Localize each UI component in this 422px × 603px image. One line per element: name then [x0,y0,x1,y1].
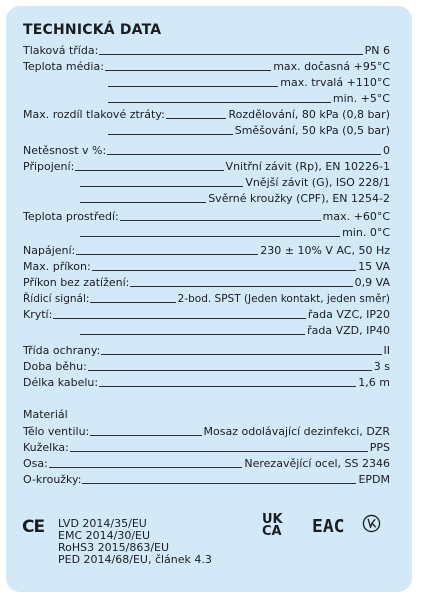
spec-row-connection-2 [80,174,390,189]
leader-line [90,302,175,303]
leader-line [88,370,372,371]
leader-line [53,318,306,319]
material-value: EPDM [358,473,390,486]
spec-value: min. +5°C [332,92,390,105]
spec-label: Příkon bez zatížení: [23,276,130,289]
material-value: Mosaz odolávající dezinfekci, DZR [203,425,390,438]
ce-mark-icon: CE [22,517,45,537]
leader-line [92,270,356,271]
spec-row-pressure [23,42,390,57]
leader-line [101,354,381,355]
spec-value: II [383,344,390,357]
spec-row-pressure-loss-2 [108,122,390,137]
leader-line [70,451,368,452]
spec-row-power-supply [23,242,390,257]
material-value: Nerezavějící ocel, SS 2346 [244,457,390,470]
leader-line [49,467,243,468]
spec-row-run-time [23,358,390,373]
leader-line [80,236,340,237]
spec-label: Délka kabelu: [23,376,99,389]
spec-row-idle-power [23,274,390,289]
ukca-top: UK [262,512,283,527]
spec-label: Třída ochrany: [23,344,101,357]
spec-value: Vnější závit (G), ISO 228/1 [245,176,390,189]
leader-line [76,254,258,255]
material-label: Kuželka: [23,441,69,454]
material-label: O-kroužky: [23,473,82,486]
circle-k-mark-icon [362,514,381,533]
spec-row-connection-3 [80,190,390,205]
spec-value: max. dočasná +95°C [273,60,390,73]
certification-list [58,518,212,566]
certification-item: EMC 2014/30/EU [58,529,151,542]
spec-label: Tlaková třída: [23,44,99,57]
ukca-bottom: CA [262,524,282,539]
spec-row-medium-temp [23,58,390,73]
spec-label: Napájení: [23,244,76,257]
spec-value: 230 ± 10% V AC, 50 Hz [260,244,390,257]
spec-value: 15 VA [358,260,390,273]
leader-line [99,386,356,387]
spec-value: PN 6 [364,44,390,57]
spec-value: řada VZD, IP40 [307,324,390,337]
material-label: Tělo ventilu: [23,425,90,438]
spec-row-protection-class [23,342,390,357]
spec-value: min. 0°C [342,226,390,239]
spec-label: Teplota prostředí: [23,210,119,223]
leader-line [99,54,362,55]
section-title: TECHNICKÁ DATA [23,22,162,38]
leader-line [80,186,243,187]
spec-row-leakage [23,142,390,157]
spec-value: max. trvalá +110°C [280,76,390,89]
material-label: Osa: [23,457,48,470]
spec-value: 1,6 m [358,376,390,389]
leader-line [107,154,381,155]
spec-row-ambient-temp-2 [80,224,390,239]
spec-label: Doba běhu: [23,360,87,373]
spec-label: Teplota média: [23,60,104,73]
material-value: PPS [369,441,390,454]
spec-value: 3 s [373,360,390,373]
spec-value: Směšování, 50 kPa (0,5 bar) [234,124,390,137]
tech-data-card [6,6,412,592]
spec-row-protection-2 [80,322,390,337]
spec-label: Krytí: [23,308,53,321]
spec-label: Připojení: [23,160,75,173]
leader-line [130,286,352,287]
leader-line [108,134,233,135]
spec-label: Max. příkon: [23,260,91,273]
ukca-mark-icon [262,514,283,538]
spec-value: 0,9 VA [354,276,390,289]
spec-value: max. +60°C [322,210,390,223]
spec-value: Vnitřní závit (Rp), EN 10226-1 [225,160,390,173]
leader-line [108,86,278,87]
leader-line [108,102,331,103]
spec-row-medium-temp-3 [108,90,390,105]
spec-row-max-power [23,258,390,273]
spec-row-protection [23,306,390,321]
material-row-stem [23,455,390,470]
material-row-body [23,423,390,438]
leader-line [82,483,356,484]
spec-value: 2-bod. SPST (Jeden kontakt, jeden směr) [177,293,390,305]
certification-item: LVD 2014/35/EU [58,517,147,530]
spec-row-ambient-temp [23,208,390,223]
spec-value: Svěrné kroužky (CPF), EN 1254-2 [208,192,390,205]
certification-item: PED 2014/68/EU, článek 4.3 [58,553,212,566]
material-row-plug [23,439,390,454]
material-heading: Materiál [23,408,68,421]
spec-row-medium-temp-2 [108,74,390,89]
leader-line [80,202,206,203]
spec-value: 0 [383,144,390,157]
leader-line [80,334,305,335]
certification-item: RoHS3 2015/863/EU [58,541,170,554]
spec-value: Rozdělování, 80 kPa (0,8 bar) [228,108,390,121]
leader-line [166,118,227,119]
spec-label: Netěsnost v %: [23,144,107,157]
spec-row-cable-length [23,374,390,389]
spec-row-pressure-loss [23,106,390,121]
spec-row-control-signal [23,290,390,305]
leader-line [90,435,201,436]
leader-line [75,170,223,171]
leader-line [105,70,271,71]
spec-row-connection [23,158,390,173]
eac-mark-icon: EAC [312,516,345,537]
spec-label: Řídicí signál: [23,293,90,305]
material-row-orings [23,471,390,486]
spec-value: řada VZC, IP20 [307,308,390,321]
spec-label: Max. rozdíl tlakové ztráty: [23,108,165,121]
leader-line [120,220,321,221]
